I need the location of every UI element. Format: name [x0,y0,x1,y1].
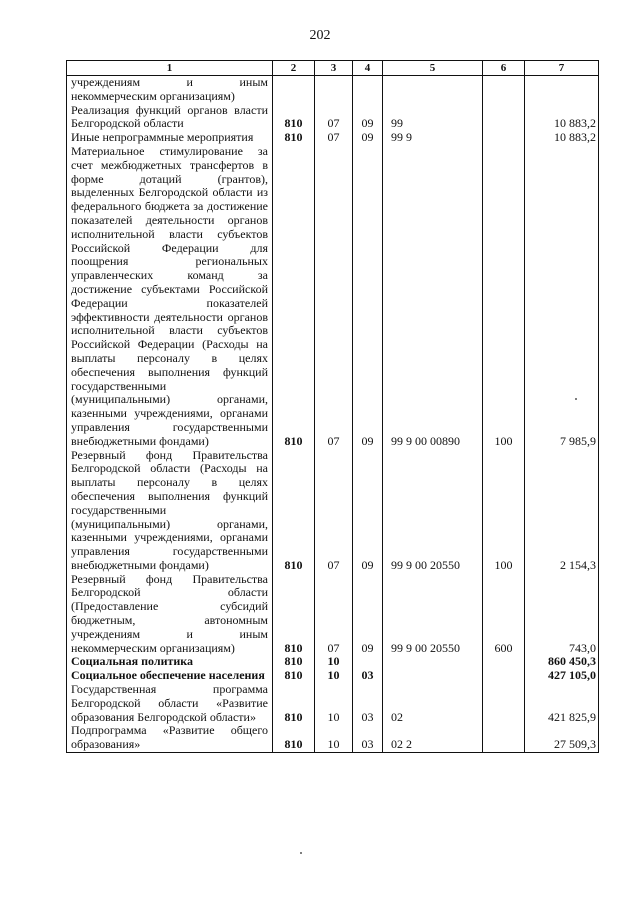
row-col-7-cell [525,76,599,104]
row-name-cell: Резервный фонд Правительства Белгородской области (Расходы на выплаты персоналу в целях обеспечения выполнения функций государственными (муниципальными) органами, казенными учреждениями, органами управления государственными внебюджетными фондами) [67,449,273,573]
row-col-3-cell: 10 [315,724,353,752]
row-col-5-cell: 99 9 00 20550 [383,573,483,656]
header-col-5: 5 [383,61,483,76]
scan-speck [300,852,302,854]
row-name-cell: учреждениям и иным некоммерческим организациям) [67,76,273,104]
row-name-cell: Реализация функций органов власти Белгородской области [67,104,273,132]
table-row [67,449,599,573]
header-col-7: 7 [525,61,599,76]
row-col-3-cell: 10 [315,669,353,683]
row-col-2-cell: 810 [273,104,315,132]
row-col-6-cell [483,131,525,145]
row-col-5-cell: 99 [383,104,483,132]
table-row [67,655,599,669]
row-col-2-cell: 810 [273,131,315,145]
row-col-6-cell [483,724,525,752]
table-row [67,131,599,145]
page-number: 202 [309,28,331,43]
header-col-1: 1 [67,61,273,76]
row-col-7-cell: 27 509,3 [525,724,599,752]
row-col-4-cell: 03 [353,724,383,752]
row-col-5-cell: 02 2 [383,724,483,752]
row-col-7-cell: 7 985,9 [525,145,599,449]
row-col-5-cell: 02 [383,683,483,724]
row-col-3-cell: 07 [315,449,353,573]
row-name-cell: Иные непрограммные мероприятия [67,131,273,145]
row-col-3-cell: 10 [315,683,353,724]
row-col-3-cell: 07 [315,131,353,145]
table-row [67,104,599,132]
row-col-4-cell: 09 [353,573,383,656]
header-col-2: 2 [273,61,315,76]
row-col-6-cell [483,655,525,669]
table-row [67,669,599,683]
row-col-4-cell: 09 [353,449,383,573]
row-col-7-cell: 421 825,9 [525,683,599,724]
row-col-2-cell: 810 [273,573,315,656]
budget-table [66,60,599,753]
row-col-4-cell [353,655,383,669]
row-name-cell: Материальное стимулирование за счет межбюджетных трансфертов в форме дотаций (грантов), выделенных Белгородской области из федерального бюджета за достижение показателей деятельности органов исполнительной власти субъектов Российской Федерации для поощрения региональных управленческих команд за достижение субъектами Российской Федерации показателей эффективности деятельности органов исполнительной власти субъектов Российской Федерации (Расходы на выплаты персоналу в целях обеспечения выполнения функций государственными (муниципальными) органами, казенными учреждениями, органами управления государственными внебюджетными фондами) [67,145,273,449]
row-col-2-cell: 810 [273,683,315,724]
row-col-4-cell: 03 [353,683,383,724]
row-col-5-cell: 99 9 00 20550 [383,449,483,573]
row-col-6-cell: 100 [483,145,525,449]
row-col-5-cell [383,655,483,669]
row-name-cell: Социальное обеспечение населения [67,669,273,683]
row-col-7-cell: 2 154,3 [525,449,599,573]
row-col-7-cell: 743,0 [525,573,599,656]
row-col-3-cell: 10 [315,655,353,669]
row-name-cell: Подпрограмма «Развитие общего образования» [67,724,273,752]
table-row [67,683,599,724]
row-col-6-cell [483,104,525,132]
table-row [67,76,599,104]
row-col-6-cell [483,76,525,104]
row-col-3-cell [315,76,353,104]
row-col-4-cell: 09 [353,131,383,145]
table-row [67,573,599,656]
row-col-3-cell: 07 [315,104,353,132]
table-row [67,724,599,752]
row-col-4-cell [353,76,383,104]
header-col-6: 6 [483,61,525,76]
row-col-6-cell: 100 [483,449,525,573]
row-col-4-cell: 09 [353,145,383,449]
table-row [67,145,599,449]
row-col-6-cell [483,683,525,724]
row-name-cell: Резервный фонд Правительства Белгородской области (Предоставление субсидий бюджетным, автономным учреждениям и иным некоммерческим организациям) [67,573,273,656]
row-col-6-cell [483,669,525,683]
header-col-4: 4 [353,61,383,76]
row-col-6-cell: 600 [483,573,525,656]
row-col-7-cell: 10 883,2 [525,131,599,145]
row-col-2-cell [273,76,315,104]
row-col-2-cell: 810 [273,145,315,449]
row-col-3-cell: 07 [315,145,353,449]
row-col-3-cell: 07 [315,573,353,656]
row-col-2-cell: 810 [273,449,315,573]
row-col-4-cell: 03 [353,669,383,683]
row-name-cell: Государственная программа Белгородской области «Развитие образования Белгородской области» [67,683,273,724]
row-col-5-cell [383,76,483,104]
row-col-7-cell: 427 105,0 [525,669,599,683]
row-col-2-cell: 810 [273,724,315,752]
row-col-2-cell: 810 [273,655,315,669]
row-col-7-cell: 10 883,2 [525,104,599,132]
row-col-7-cell: 860 450,3 [525,655,599,669]
row-col-4-cell: 09 [353,104,383,132]
row-name-cell: Социальная политика [67,655,273,669]
table-header-row [67,61,599,76]
row-col-2-cell: 810 [273,669,315,683]
header-col-3: 3 [315,61,353,76]
row-col-5-cell: 99 9 [383,131,483,145]
row-col-5-cell [383,669,483,683]
scan-speck [575,398,577,400]
row-col-5-cell: 99 9 00 00890 [383,145,483,449]
